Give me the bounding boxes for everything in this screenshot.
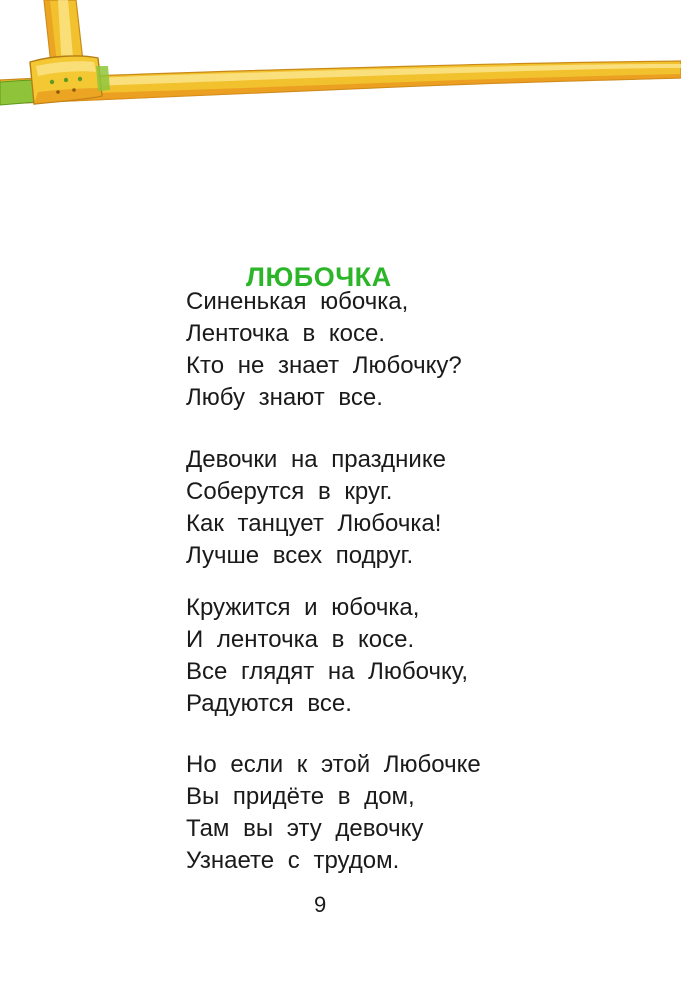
poem-line: Вы придёте в дом,: [186, 783, 415, 810]
poem-line: Как танцует Любочка!: [186, 510, 442, 537]
poem-title: ЛЮБОЧКА: [246, 262, 392, 293]
stanza-3: [186, 592, 468, 720]
poem-line: Лучше всех подруг.: [186, 542, 414, 569]
poem-line: Кто не знает Любочку?: [186, 352, 462, 379]
poem-line: Узнаете с трудом.: [186, 847, 400, 874]
poem-line: И ленточка в косе.: [186, 626, 415, 653]
poem-line: Кружится и юбочка,: [186, 594, 420, 621]
poem-line: Радуются все.: [186, 690, 352, 717]
page-number: 9: [314, 892, 327, 917]
poem-line: Но если к этой Любочке: [186, 751, 481, 778]
poem-line: Там вы эту девочку: [186, 815, 424, 842]
poem-line: Ленточка в косе.: [186, 320, 385, 347]
stanza-1: [186, 286, 462, 414]
poem-line: Все глядят на Любочку,: [186, 658, 469, 685]
pole-left-end: [0, 80, 36, 105]
poem-line: Девочки на празднике: [186, 446, 446, 473]
pencil-pole-illustration: [0, 0, 681, 120]
poem-line: Синенькая юбочка,: [186, 288, 409, 315]
stanza-4: [186, 749, 481, 877]
poem-line: Соберутся в круг.: [186, 478, 393, 505]
poem-line: Любу знают все.: [186, 384, 383, 411]
stanza-2: [186, 444, 446, 572]
